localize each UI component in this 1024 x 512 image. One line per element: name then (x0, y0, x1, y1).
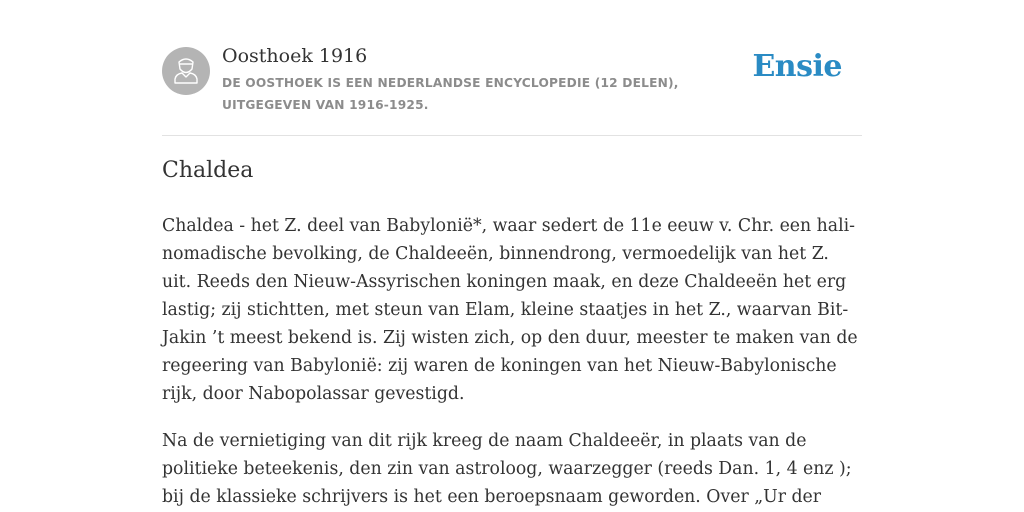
article-body (162, 212, 862, 512)
article-paragraph: Chaldea - het Z. deel van Babylonië*, waar sedert de 11e eeuw v. Chr. een hali-nomadische bevolking, de Chaldeeën, binnendrong, vermoedelijk van het Z. uit. Reeds den Nieuw-Assyrischen koningen maak, en deze Chaldeeën het erg lastig; zij stichtten, met steun van Elam, kleine staatjes in het Z., waarvan Bit-Jakin ’t meest bekend is. Zij wisten zich, op den duur, meester te maken van de regeering van Babylonië: zij waren de koningen van het Nieuw-Babylonische rijk, door Nabopolassar gevestigd. (162, 216, 858, 404)
ensie-logo-link[interactable]: Ensie (752, 49, 842, 84)
avatar[interactable] (162, 47, 210, 95)
article-paragraph: Na de vernietiging van dit rijk kreeg de naam Chaldeeër, in plaats van de politieke beteekenis, den zin van astroloog, waarzegger (reeds Dan. 1, 4 enz ); bij de klassieke schrijvers is het een beroepsnaam geworden. Over „Ur der (162, 431, 852, 507)
source-description: DE OOSTHOEK IS EEN NEDERLANDSE ENCYCLOPEDIE (12 DELEN), UITGEGEVEN VAN 1916-1925. (222, 76, 679, 112)
source-title[interactable]: Oosthoek 1916 (222, 45, 368, 67)
user-icon (162, 47, 210, 95)
source-header (162, 44, 862, 136)
article-title: Chaldea (162, 158, 254, 183)
